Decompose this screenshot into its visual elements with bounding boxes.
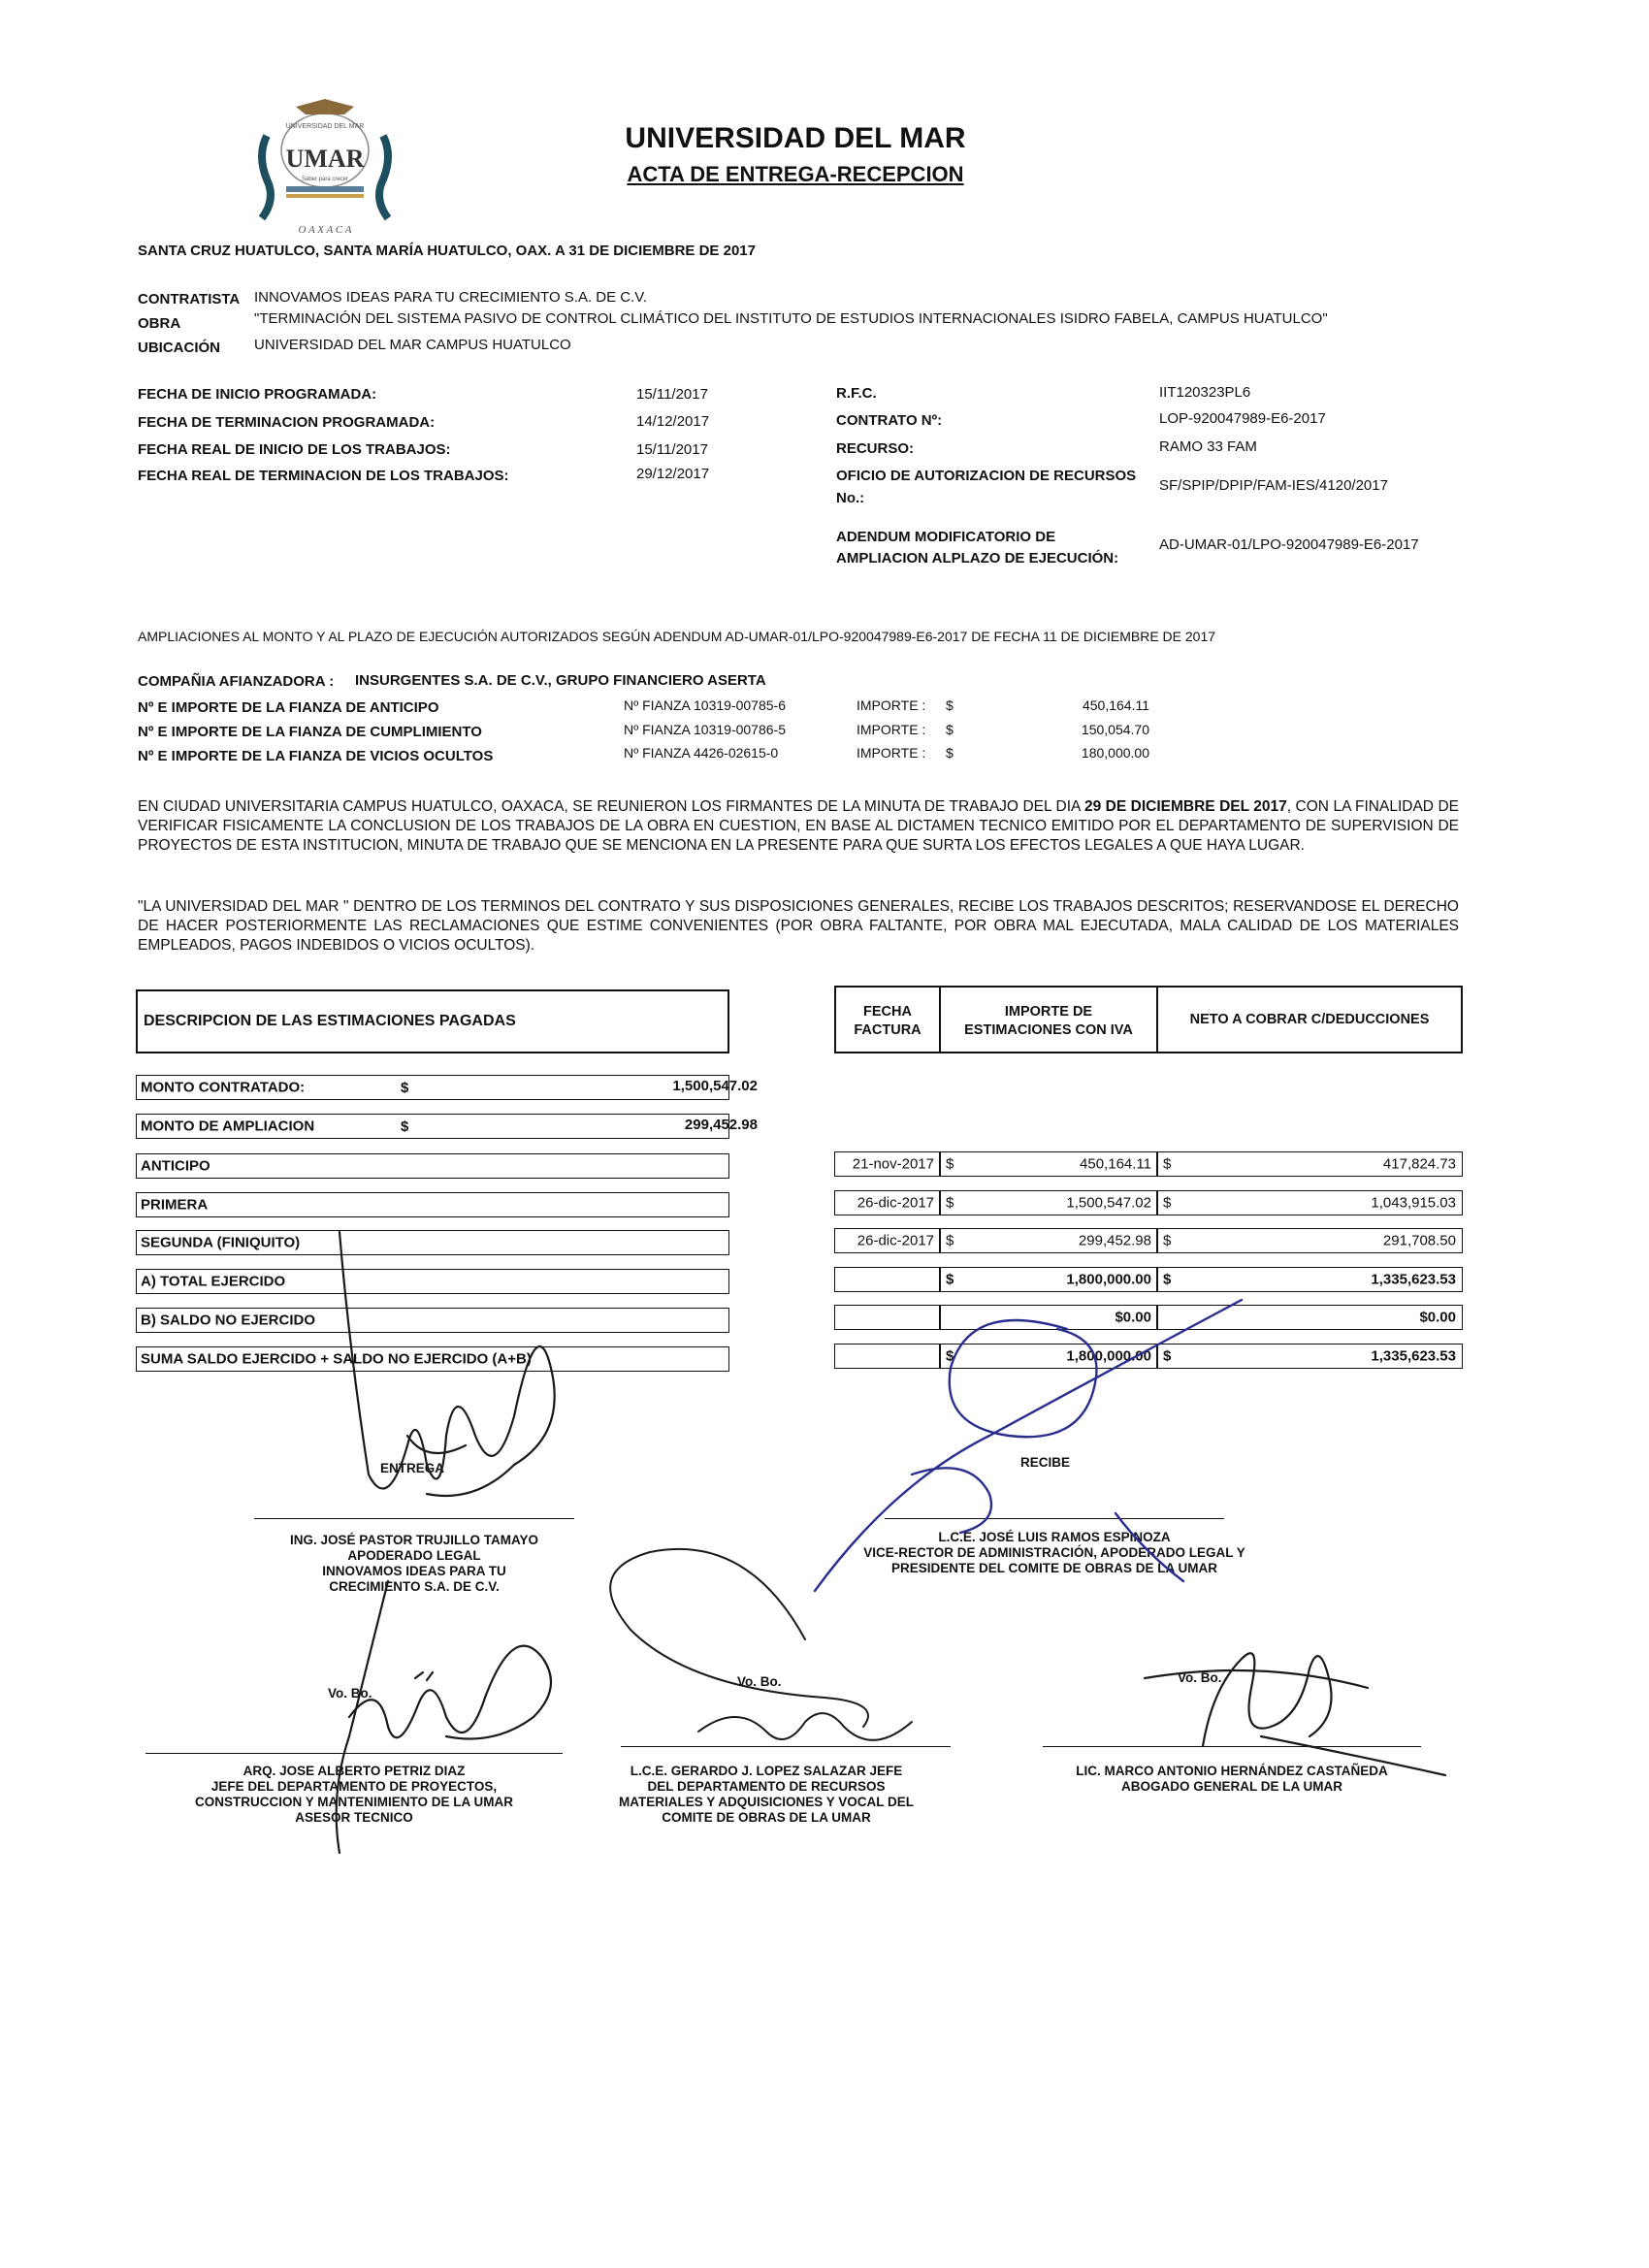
currency-sign: $: [946, 1271, 954, 1288]
signer-line: CRECIMIENTO S.A. DE C.V.: [329, 1579, 500, 1594]
rfc-label: R.F.C.: [836, 385, 877, 402]
fianza-numero: Nº FIANZA 10319-00785-6: [624, 697, 786, 713]
document-title: ACTA DE ENTREGA-RECEPCION: [627, 162, 964, 186]
fianza-importe-label: IMPORTE :: [857, 697, 926, 713]
obra-value: "TERMINACIÓN DEL SISTEMA PASIVO DE CONTROL CLIMÁTICO DEL INSTITUTO DE ESTUDIOS INTERNACIONALES ISIDRO FABELA, CAMPUS HUATULCO": [254, 310, 1328, 327]
afianzadora-value: INSURGENTES S.A. DE C.V., GRUPO FINANCIERO ASERTA: [355, 672, 766, 689]
signer-line: L.C.E. JOSÉ LUIS RAMOS ESPINOZA: [938, 1530, 1171, 1544]
importe-value: 1,800,000.00: [1066, 1271, 1151, 1288]
adendum-label: ADENDUM MODIFICATORIO DE: [836, 529, 1056, 545]
neto-value: $0.00: [1419, 1309, 1456, 1326]
ubicacion-label: UBICACIÓN: [138, 340, 220, 356]
date-value: 15/11/2017: [636, 386, 708, 403]
signer-line: VICE-RECTOR DE ADMINISTRACIÓN, APODERADO LEGAL Y: [863, 1545, 1245, 1560]
recurso-value: RAMO 33 FAM: [1159, 438, 1257, 455]
currency-sign: $: [946, 1347, 954, 1365]
contratista-label: CONTRATISTA: [138, 291, 241, 308]
currency-sign: $: [1163, 1232, 1172, 1249]
col-header-importe-line2: ESTIMACIONES CON IVA: [964, 1022, 1133, 1038]
signer-line: ASESOR TECNICO: [295, 1810, 413, 1825]
col-header-importe-line1: IMPORTE DE: [1004, 1004, 1093, 1020]
fianza-label: Nº E IMPORTE DE LA FIANZA DE ANTICIPO: [138, 699, 439, 716]
currency-sign: $: [1163, 1155, 1172, 1173]
monto-contratado-currency: $: [401, 1080, 409, 1096]
signer-line: PRESIDENTE DEL COMITE DE OBRAS DE LA UMAR: [890, 1561, 1218, 1575]
monto-contratado-value: 1,500,547.02: [672, 1078, 758, 1094]
fecha-value: 26-dic-2017: [857, 1194, 934, 1212]
contrato-label: CONTRATO Nº:: [836, 412, 943, 429]
vobo3-signature-icon: [1145, 1653, 1445, 1775]
monto-ampliacion-label: MONTO DE AMPLIACION: [141, 1118, 315, 1135]
oficio-value: SF/SPIP/DPIP/FAM-IES/4120/2017: [1159, 477, 1388, 494]
signer-line: ING. JOSÉ PASTOR TRUJILLO TAMAYO: [289, 1533, 539, 1547]
meeting-date: 29 DE DICIEMBRE DEL 2017: [1083, 798, 1287, 815]
fianza-currency: $: [946, 745, 954, 761]
date-value: 14/12/2017: [636, 413, 710, 430]
date-value: 29/12/2017: [636, 466, 710, 482]
logo-motto: Saber para crecer: [301, 177, 349, 182]
contratista-value: INNOVAMOS IDEAS PARA TU CRECIMIENTO S.A. DE C.V.: [254, 289, 648, 306]
neto-value: 417,824.73: [1382, 1155, 1456, 1173]
fianza-numero: Nº FIANZA 4426-02615-0: [624, 745, 779, 761]
place-date: SANTA CRUZ HUATULCO, SANTA MARÍA HUATULCO, OAX. A 31 DE DICIEMBRE DE 2017: [138, 243, 756, 259]
fecha-value: 21-nov-2017: [852, 1155, 934, 1173]
date-label: FECHA DE TERMINACION PROGRAMADA:: [138, 414, 436, 431]
vobo2-signature-icon: [610, 1549, 912, 1740]
row-label: B) SALDO NO EJERCIDO: [141, 1312, 316, 1329]
row-label: SUMA SALDO EJERCIDO + SALDO NO EJERCIDO (A+B): [141, 1350, 532, 1368]
adendum-label-2: AMPLIACION ALPLAZO DE EJECUCIÓN:: [836, 550, 1119, 567]
entrega-signature-icon: [340, 1232, 555, 1496]
row-label: PRIMERA: [141, 1196, 209, 1214]
col-header-fecha-line2: FACTURA: [854, 1022, 922, 1038]
oficio-label: OFICIO DE AUTORIZACION DE RECURSOS: [836, 468, 1137, 484]
fianza-currency: $: [946, 722, 954, 737]
importe-value: $0.00: [1115, 1309, 1151, 1326]
fecha-value: 26-dic-2017: [857, 1232, 934, 1249]
date-label: FECHA REAL DE TERMINACION DE LOS TRABAJOS:: [138, 468, 509, 484]
rfc-value: IIT120323PL6: [1159, 384, 1251, 401]
importe-value: 299,452.98: [1078, 1232, 1151, 1249]
fianza-importe: 450,164.11: [1082, 697, 1149, 713]
logo-ring-text: UNIVERSIDAD DEL MAR: [285, 123, 365, 130]
row-label: A) TOTAL EJERCIDO: [141, 1273, 286, 1290]
fianza-numero: Nº FIANZA 10319-00786-5: [624, 722, 786, 737]
fianza-importe: 180,000.00: [1081, 745, 1149, 761]
signer-line: ARQ. JOSE ALBERTO PETRIZ DIAZ: [242, 1764, 466, 1778]
afianzadora-label: COMPAÑIA AFIANZADORA :: [138, 673, 335, 690]
currency-sign: $: [1163, 1347, 1172, 1365]
signer-line: DEL DEPARTAMENTO DE RECURSOS: [647, 1779, 886, 1794]
institution-name: UNIVERSIDAD DEL MAR: [625, 122, 966, 154]
entrega-role: ENTREGA: [380, 1461, 445, 1475]
contrato-value: LOP-920047989-E6-2017: [1159, 410, 1326, 427]
signer-line: MATERIALES Y ADQUISICIONES Y VOCAL DEL: [618, 1795, 915, 1809]
logo-monogram: UMAR: [285, 145, 365, 173]
currency-sign: $: [946, 1155, 954, 1173]
vobo1-signature-icon: [337, 1581, 551, 1853]
recibe-signature-icon: [815, 1300, 1242, 1591]
signer-line: LIC. MARCO ANTONIO HERNÁNDEZ CASTAÑEDA: [1076, 1764, 1388, 1778]
obra-label: OBRA: [138, 315, 181, 332]
currency-sign: $: [946, 1232, 954, 1249]
fianza-importe-label: IMPORTE :: [857, 722, 926, 737]
row-label: ANTICIPO: [141, 1157, 210, 1175]
currency-sign: $: [946, 1194, 954, 1212]
vobo3-role: Vo. Bo.: [1178, 1670, 1222, 1685]
monto-contratado-label: MONTO CONTRATADO:: [141, 1079, 306, 1096]
signer-line: JEFE DEL DEPARTAMENTO DE PROYECTOS,: [210, 1779, 498, 1794]
recurso-label: RECURSO:: [836, 440, 915, 457]
signer-line: INNOVAMOS IDEAS PARA TU: [322, 1564, 506, 1578]
ampliaciones-text: AMPLIACIONES AL MONTO Y AL PLAZO DE EJECUCIÓN AUTORIZADOS SEGÚN ADENDUM AD-UMAR-01/LPO-920047989-E6-2017 DE FECHA 11 DE DICIEMBRE DE 2017: [138, 629, 1216, 644]
neto-value: 1,335,623.53: [1371, 1271, 1456, 1288]
monto-ampliacion-currency: $: [401, 1118, 409, 1135]
neto-value: 1,043,915.03: [1371, 1194, 1456, 1212]
signer-line: APODERADO LEGAL: [347, 1548, 481, 1563]
reception-paragraph: "LA UNIVERSIDAD DEL MAR " DENTRO DE LOS TERMINOS DEL CONTRATO Y SUS DISPOSICIONES GENERALES, RECIBE LOS TRABAJOS DESCRITOS; RESERVANDOSE EL DERECHO DE HACER POSTERIORMENTE LAS RECLAMACIONES QUE ESTIME CONVENIENTES (POR OBRA FALTANTE, POR OBRA MAL EJECUTADA, MALA CALIDAD DE LOS MATERIALES EMPLEADOS, PAGOS INDEBIDOS O VICIOS OCULTOS).: [138, 898, 1459, 954]
logo-region: O A X A C A: [298, 224, 352, 236]
row-label: SEGUNDA (FINIQUITO): [141, 1234, 301, 1251]
col-header-fecha-line1: FECHA: [863, 1004, 912, 1020]
neto-value: 1,335,623.53: [1371, 1347, 1456, 1365]
signer-line: ABOGADO GENERAL DE LA UMAR: [1120, 1779, 1342, 1794]
neto-value: 291,708.50: [1382, 1232, 1456, 1249]
importe-value: 1,800,000.00: [1066, 1347, 1151, 1365]
importe-value: 1,500,547.02: [1066, 1194, 1151, 1212]
fianza-importe-label: IMPORTE :: [857, 745, 926, 761]
ubicacion-value: UNIVERSIDAD DEL MAR CAMPUS HUATULCO: [254, 337, 571, 353]
vobo2-role: Vo. Bo.: [737, 1674, 782, 1689]
fianza-label: Nº E IMPORTE DE LA FIANZA DE VICIOS OCULTOS: [138, 748, 494, 764]
currency-sign: $: [1163, 1271, 1172, 1288]
adendum-value: AD-UMAR-01/LPO-920047989-E6-2017: [1159, 536, 1419, 553]
monto-ampliacion-value: 299,452.98: [684, 1117, 758, 1133]
date-label: FECHA DE INICIO PROGRAMADA:: [138, 386, 377, 403]
meeting-paragraph-start: EN CIUDAD UNIVERSITARIA CAMPUS HUATULCO, OAXACA, SE REUNIERON LOS FIRMANTES DE LA MINUTA DE TRABAJO DEL DIA: [138, 798, 1084, 815]
fianza-currency: $: [946, 697, 954, 713]
importe-value: 450,164.11: [1080, 1155, 1151, 1173]
left-table-header-label: DESCRIPCION DE LAS ESTIMACIONES PAGADAS: [144, 1013, 516, 1029]
signer-line: L.C.E. GERARDO J. LOPEZ SALAZAR JEFE: [630, 1764, 903, 1778]
signer-line: CONSTRUCCION Y MANTENIMIENTO DE LA UMAR: [194, 1795, 513, 1809]
signer-line: COMITE DE OBRAS DE LA UMAR: [662, 1810, 871, 1825]
fianza-importe: 150,054.70: [1081, 722, 1149, 737]
fianza-label: Nº E IMPORTE DE LA FIANZA DE CUMPLIMIENTO: [138, 724, 482, 740]
date-value: 15/11/2017: [636, 441, 708, 458]
date-label: FECHA REAL DE INICIO DE LOS TRABAJOS:: [138, 441, 451, 458]
recibe-role: RECIBE: [1020, 1455, 1071, 1470]
oficio-label-2: No.:: [836, 490, 865, 506]
meeting-paragraph-end: , CON LA FINALIDAD DE VERIFICAR FISICAMENTE LA CONCLUSION DE LOS TRABAJOS DE LA OBRA EN CUESTION, EN BASE AL DICTAMEN TECNICO EMITIDO POR EL DEPARTAMENTO DE SUPERVISION DE PROYECTOS DE ESTA INSTITUCION, MINUTA DE TRABAJO QUE SE MENCIONA EN LA PRESENTE PARA QUE SURTA LOS EFECTOS LEGALES A QUE HAYA LUGAR.: [138, 798, 1459, 854]
vobo1-role: Vo. Bo.: [328, 1686, 372, 1701]
col-header-neto-label: NETO A COBRAR C/DEDUCCIONES: [1189, 1012, 1430, 1027]
currency-sign: $: [1163, 1194, 1172, 1212]
